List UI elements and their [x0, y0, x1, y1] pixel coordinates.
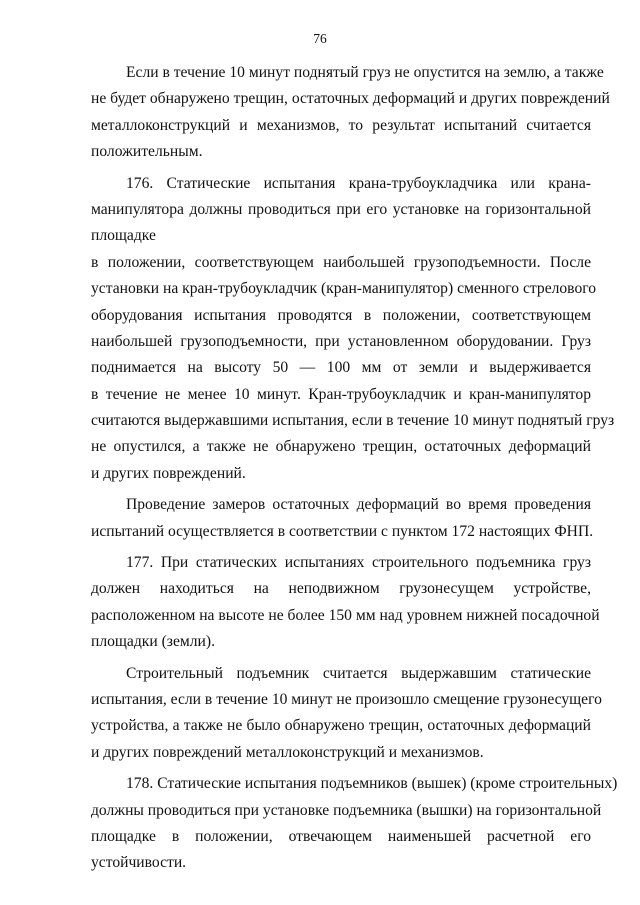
text-line: должны проводиться при установке подъемника (вышки) на горизонтальной [91, 801, 602, 819]
text-line: поднимается на высоту 50 — 100 мм от земли и выдерживается [91, 359, 591, 377]
text-line: Проведение замеров остаточных деформаций во время проведения [126, 496, 591, 514]
text-line: установки на кран-трубоукладчик (кран-манипулятор) сменного стрелового [91, 280, 597, 298]
text-line: оборудования испытания проводятся в положении, соответствующем [91, 306, 591, 324]
text-line: в течение не менее 10 минут. Кран-трубоукладчик и кран-манипулятор [91, 385, 591, 403]
text-line: площадки (земли). [91, 633, 215, 651]
text-line: металлоконструкций и механизмов, то результат испытаний считается [91, 116, 591, 134]
text-line: должен находиться на неподвижном грузонесущем устройстве, [91, 580, 591, 598]
text-line: положительным. [91, 143, 203, 161]
text-line: расположенном на высоте не более 150 мм над уровнем нижней посадочной [91, 606, 600, 624]
text-line: 176. Статические испытания крана-трубоукладчика или крана- [126, 174, 591, 192]
text-line: и других повреждений металлоконструкций и механизмов. [91, 743, 484, 761]
text-line: в положении, соответствующем наибольшей грузоподъемности. После [91, 253, 591, 271]
text-line: испытаний осуществляется в соответствии с пунктом 172 настоящих ФНП. [91, 522, 594, 540]
text-line: площадке в положении, отвечающем наименьшей расчетной его [91, 827, 591, 845]
text-line: 177. При статических испытаниях строительного подъемника груз [126, 554, 591, 572]
text-line: устройства, а также не было обнаружено трещин, остаточных деформаций [91, 717, 591, 735]
document-body [91, 60, 618, 877]
page-number: 76 [313, 31, 327, 46]
text-line: считаются выдержавшими испытания, если в течение 10 минут поднятый груз [91, 412, 615, 430]
text-line: не будет обнаружено трещин, остаточных деформаций и других повреждений [91, 90, 610, 108]
text-line: испытания, если в течение 10 минут не произошло смещение грузонесущего [91, 690, 602, 708]
text-line: манипулятора должны проводиться при его установке на горизонтальной [91, 200, 591, 218]
text-line: устойчивости. [91, 854, 187, 872]
text-line: площадке [91, 227, 156, 245]
text-line: Строительный подъемник считается выдержавшим статические [126, 664, 591, 682]
text-line: наибольшей грузоподъемности, при установленном оборудовании. Груз [91, 332, 591, 350]
text-line: не опустился, а также не обнаружено трещин, остаточных деформаций [91, 438, 591, 456]
text-line: Если в течение 10 минут поднятый груз не опустится на землю, а также [126, 64, 604, 81]
text-line: и других повреждений. [91, 464, 246, 482]
text-line: 178. Статические испытания подъемников (вышек) (кроме строительных) [126, 775, 618, 793]
